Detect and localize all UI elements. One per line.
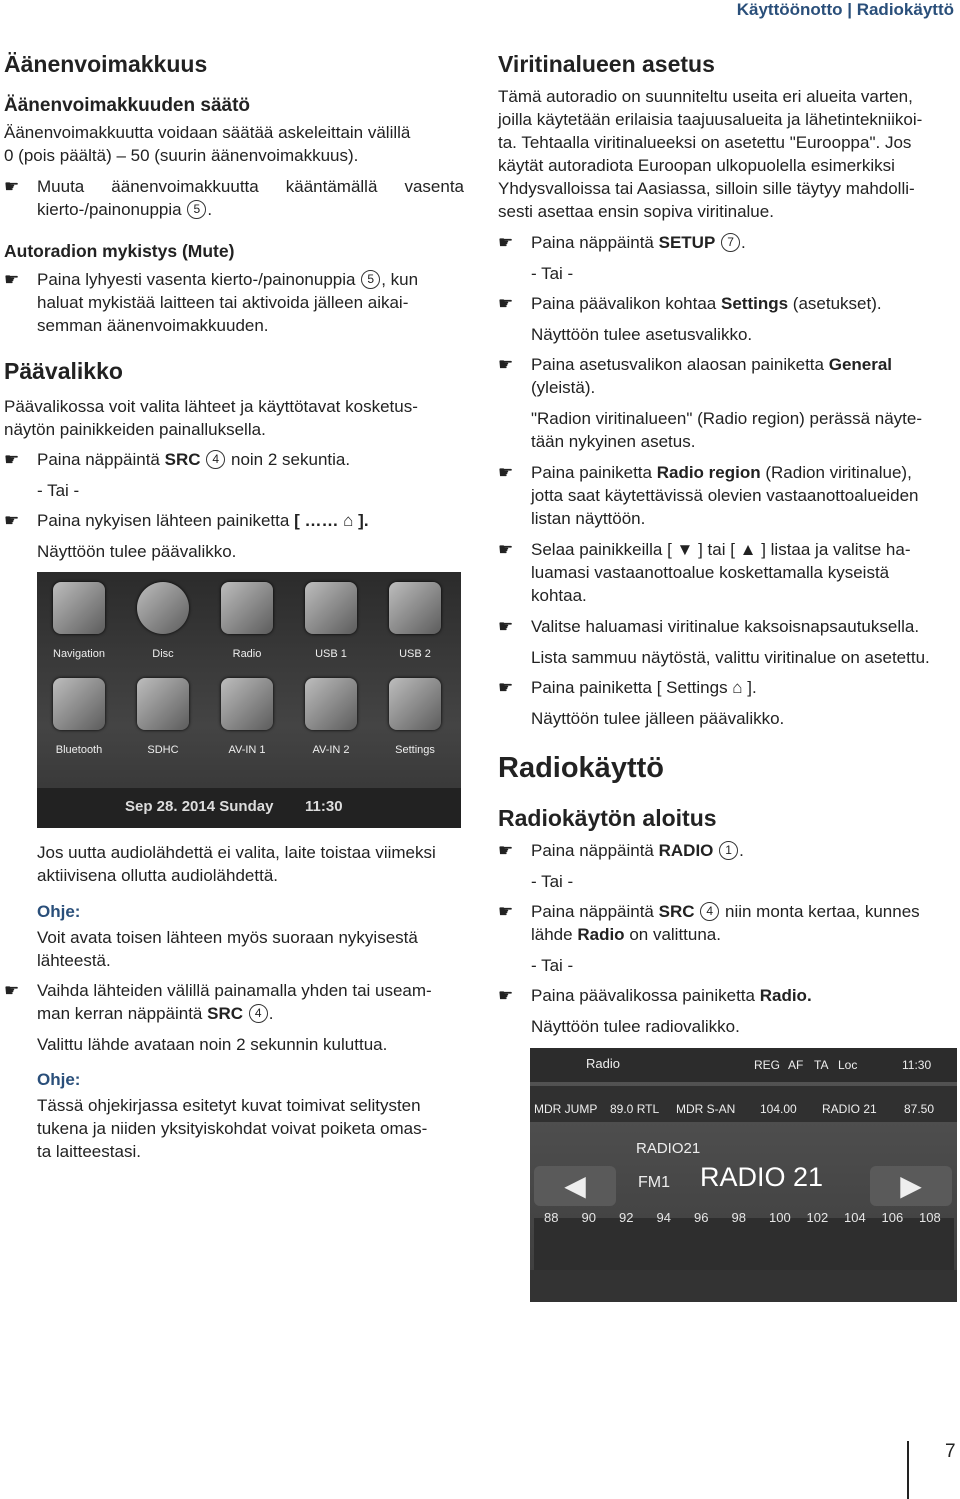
bullet: ☛ Paina näppäintä SETUP 7 .	[498, 233, 746, 252]
text: ta laitteestasi.	[37, 1142, 141, 1161]
menu-tile-sdhc: SDHC	[123, 674, 203, 764]
note-label: Ohje:	[37, 902, 81, 921]
text: joilla käytetään erilaisia taajuusalueita ja lähetintekniikoi-	[498, 110, 923, 129]
pointing-hand-icon: ☛	[4, 177, 20, 196]
scale-label: 108	[919, 1210, 941, 1225]
page-number: 7	[945, 1441, 956, 1462]
or-separator: - Tai -	[531, 956, 574, 975]
heading-main-menu: Päävalikko	[4, 358, 123, 384]
preset-4: 104.00	[760, 1102, 797, 1116]
radio-menu-screenshot	[530, 1048, 957, 1302]
bullet: ☛ Paina lyhyesti vasenta kierto-/painonuppia 5 , kun haluat mykistää laitteen tai aktivoida jälleen aikai- semman äänenvoimakkuuden.	[4, 270, 419, 335]
pointing-hand-icon: ☛	[4, 981, 20, 1000]
bullet: ☛ Selaa painikkeilla [ ▼ ] tai [ ▲ ] listaa ja valitse ha- luamasi vastaanottoalue koskettamalla kyseistä kohtaa.	[498, 540, 911, 605]
bullet: ☛ Paina painiketta [ Settings ⌂ ]. Näyttöön tulee jälleen päävalikko.	[498, 678, 785, 728]
text: ta. Tehtaalla viritinalueeksi on asetettu "Eurooppa". Jos	[498, 133, 912, 152]
scale-label: 106	[881, 1210, 904, 1225]
heading-volume-adjust: Äänenvoimakkuuden säätö	[4, 95, 251, 116]
bullet: ☛ Valitse haluamasi viritinalue kaksoisnapsautuksella. Lista sammuu näytöstä, valittu viritinalue on asetettu.	[498, 617, 930, 667]
text: Tässä ohjekirjassa esitetyt kuvat toimivat selitysten	[37, 1096, 421, 1115]
bullet: ☛ Paina näppäintä SRC 4 noin 2 sekuntia.	[4, 450, 351, 469]
station-name: RADIO 21	[700, 1162, 824, 1192]
bullet: ☛ Paina asetusvalikon alaosan painiketta General (yleistä). "Radion viritinalueen" (Radio region) perässä näyte- tään nykyinen asetus.	[498, 355, 922, 451]
preset-1: MDR JUMP	[534, 1102, 598, 1116]
text: Tämä autoradio on suunniteltu useita eri alueita varten,	[498, 87, 913, 106]
seek-forward-button: ▶	[870, 1166, 952, 1206]
scale-label: 90	[581, 1210, 596, 1225]
pointing-hand-icon: ☛	[498, 986, 514, 1005]
text: Jos uutta audiolähdettä ei valita, laite toistaa viimeksi	[37, 843, 436, 862]
text: Äänenvoimakkuutta voidaan säätää askeleittain välillä	[4, 123, 411, 142]
preset-6: 87.50	[904, 1102, 935, 1116]
key-number-5: 5	[187, 200, 206, 219]
pointing-hand-icon: ☛	[498, 233, 514, 252]
text: näytön painikkeiden painalluksella.	[4, 420, 266, 439]
or-separator: - Tai -	[37, 481, 80, 500]
pointing-hand-icon: ☛	[498, 678, 514, 697]
pointing-hand-icon: ☛	[498, 841, 514, 860]
text: sesti asettaa ensin sopiva viritinalue.	[498, 202, 774, 221]
bullet: ☛ Vaihda lähteiden välillä painamalla yhden tai useam- man kerran näppäintä SRC 4 . Valittu lähde avataan noin 2 sekunnin kuluttua.	[4, 981, 432, 1054]
radio-tab: Radio	[586, 1056, 620, 1071]
pointing-hand-icon: ☛	[498, 540, 514, 559]
pointing-hand-icon: ☛	[4, 511, 20, 530]
text: tukena ja niiden yksityiskohdat voivat poiketa omas-	[37, 1119, 428, 1138]
pointing-hand-icon: ☛	[498, 355, 514, 374]
scale-label: 94	[656, 1210, 671, 1225]
heading-radio-start: Radiokäytön aloitus	[498, 805, 717, 831]
reg-indicator: REG	[754, 1058, 781, 1072]
text: käytät autoradiota Euroopan ulkopuolella esimerkiksi	[498, 156, 895, 175]
bullet: ☛ Paina näppäintä SRC 4 niin monta kertaa, kunnes lähde Radio on valittuna.	[498, 902, 920, 944]
scale-label: 102	[806, 1210, 829, 1225]
pointing-hand-icon: ☛	[498, 294, 514, 313]
bullet: ☛ Paina päävalikon kohtaa Settings (asetukset). Näyttöön tulee asetusvalikko.	[498, 294, 882, 344]
loc-indicator: Loc	[838, 1058, 858, 1072]
menu-tile-usb1: USB 1	[291, 578, 371, 668]
pointing-hand-icon: ☛	[4, 270, 20, 289]
text: Voit avata toisen lähteen myös suoraan nykyisestä	[37, 928, 418, 947]
pointing-hand-icon: ☛	[4, 450, 20, 469]
pointing-hand-icon: ☛	[498, 463, 514, 482]
main-menu-screenshot	[37, 572, 461, 828]
scale-label: 88	[544, 1210, 559, 1225]
pointing-hand-icon: ☛	[498, 617, 514, 636]
scale-label: 100	[769, 1210, 791, 1225]
scale-label: 96	[694, 1210, 709, 1225]
menu-tile-av-in-2: AV-IN 2	[291, 674, 371, 764]
scale-label: 98	[731, 1210, 746, 1225]
scale-label: 104	[844, 1210, 866, 1225]
menu-tile-disc: Disc	[123, 578, 203, 668]
running-header: Käyttöönotto | Radiokäyttö	[736, 0, 954, 19]
bullet: ☛ Paina painiketta Radio region (Radion viritinalue), jotta saat käytettävissä olevien vastaanottoalueiden listan näyttöön.	[498, 463, 919, 528]
heading-volume: Äänenvoimakkuus	[4, 51, 208, 77]
menu-time: 11:30	[305, 798, 343, 815]
af-indicator: AF	[788, 1058, 804, 1072]
menu-date: Sep 28. 2014 Sunday	[125, 798, 274, 815]
or-separator: - Tai -	[531, 872, 574, 891]
bullet: ☛ Muuta äänenvoimakkuutta kääntämällä vasenta kierto-/painonuppia 5 .	[4, 177, 464, 219]
menu-tile-navigation: Navigation	[39, 578, 119, 668]
band-label: FM1	[638, 1174, 670, 1191]
pointing-hand-icon: ☛	[498, 902, 514, 921]
preset-5: RADIO 21	[822, 1102, 877, 1116]
preset-2: 89.0 RTL	[610, 1102, 660, 1116]
or-separator: - Tai -	[531, 264, 574, 283]
bullet: ☛ Paina näppäintä RADIO 1 .	[498, 841, 744, 860]
note-label: Ohje:	[37, 1070, 81, 1089]
menu-tile-settings: Settings	[375, 674, 455, 764]
heading-mute: Autoradion mykistys (Mute)	[4, 241, 235, 261]
scale-label: 92	[619, 1210, 634, 1225]
station-name-small: RADIO21	[636, 1140, 701, 1157]
text: 0 (pois päältä) – 50 (suurin äänenvoimakkuus).	[4, 146, 359, 165]
text: Yhdysvalloissa tai Aasiassa, silloin sille täytyy mahdolli-	[498, 179, 915, 198]
page-number-rule	[907, 1441, 909, 1499]
seek-back-button: ◀	[534, 1166, 616, 1206]
heading-radio-use: Radiokäyttö	[498, 752, 664, 784]
radio-time: 11:30	[902, 1058, 932, 1072]
ta-indicator: TA	[814, 1058, 829, 1072]
menu-tile-av-in-1: AV-IN 1	[207, 674, 287, 764]
preset-3: MDR S-AN	[676, 1102, 736, 1116]
bullet: ☛ Paina päävalikossa painiketta Radio. Näyttöön tulee radiovalikko.	[498, 986, 812, 1036]
text: Päävalikossa voit valita lähteet ja käyttötavat kosketus-	[4, 397, 418, 416]
bullet: ☛ Paina nykyisen lähteen painiketta [ …… ⌂ ]. Näyttöön tulee päävalikko.	[4, 511, 369, 561]
menu-tile-radio: Radio	[207, 578, 287, 668]
heading-tuner-region: Viritinalueen asetus	[498, 51, 715, 77]
text: lähteestä.	[37, 951, 111, 970]
menu-tile-usb2: USB 2	[375, 578, 455, 668]
text: aktiivisena ollutta audiolähdettä.	[37, 866, 278, 885]
menu-tile-bluetooth: Bluetooth	[39, 674, 119, 764]
